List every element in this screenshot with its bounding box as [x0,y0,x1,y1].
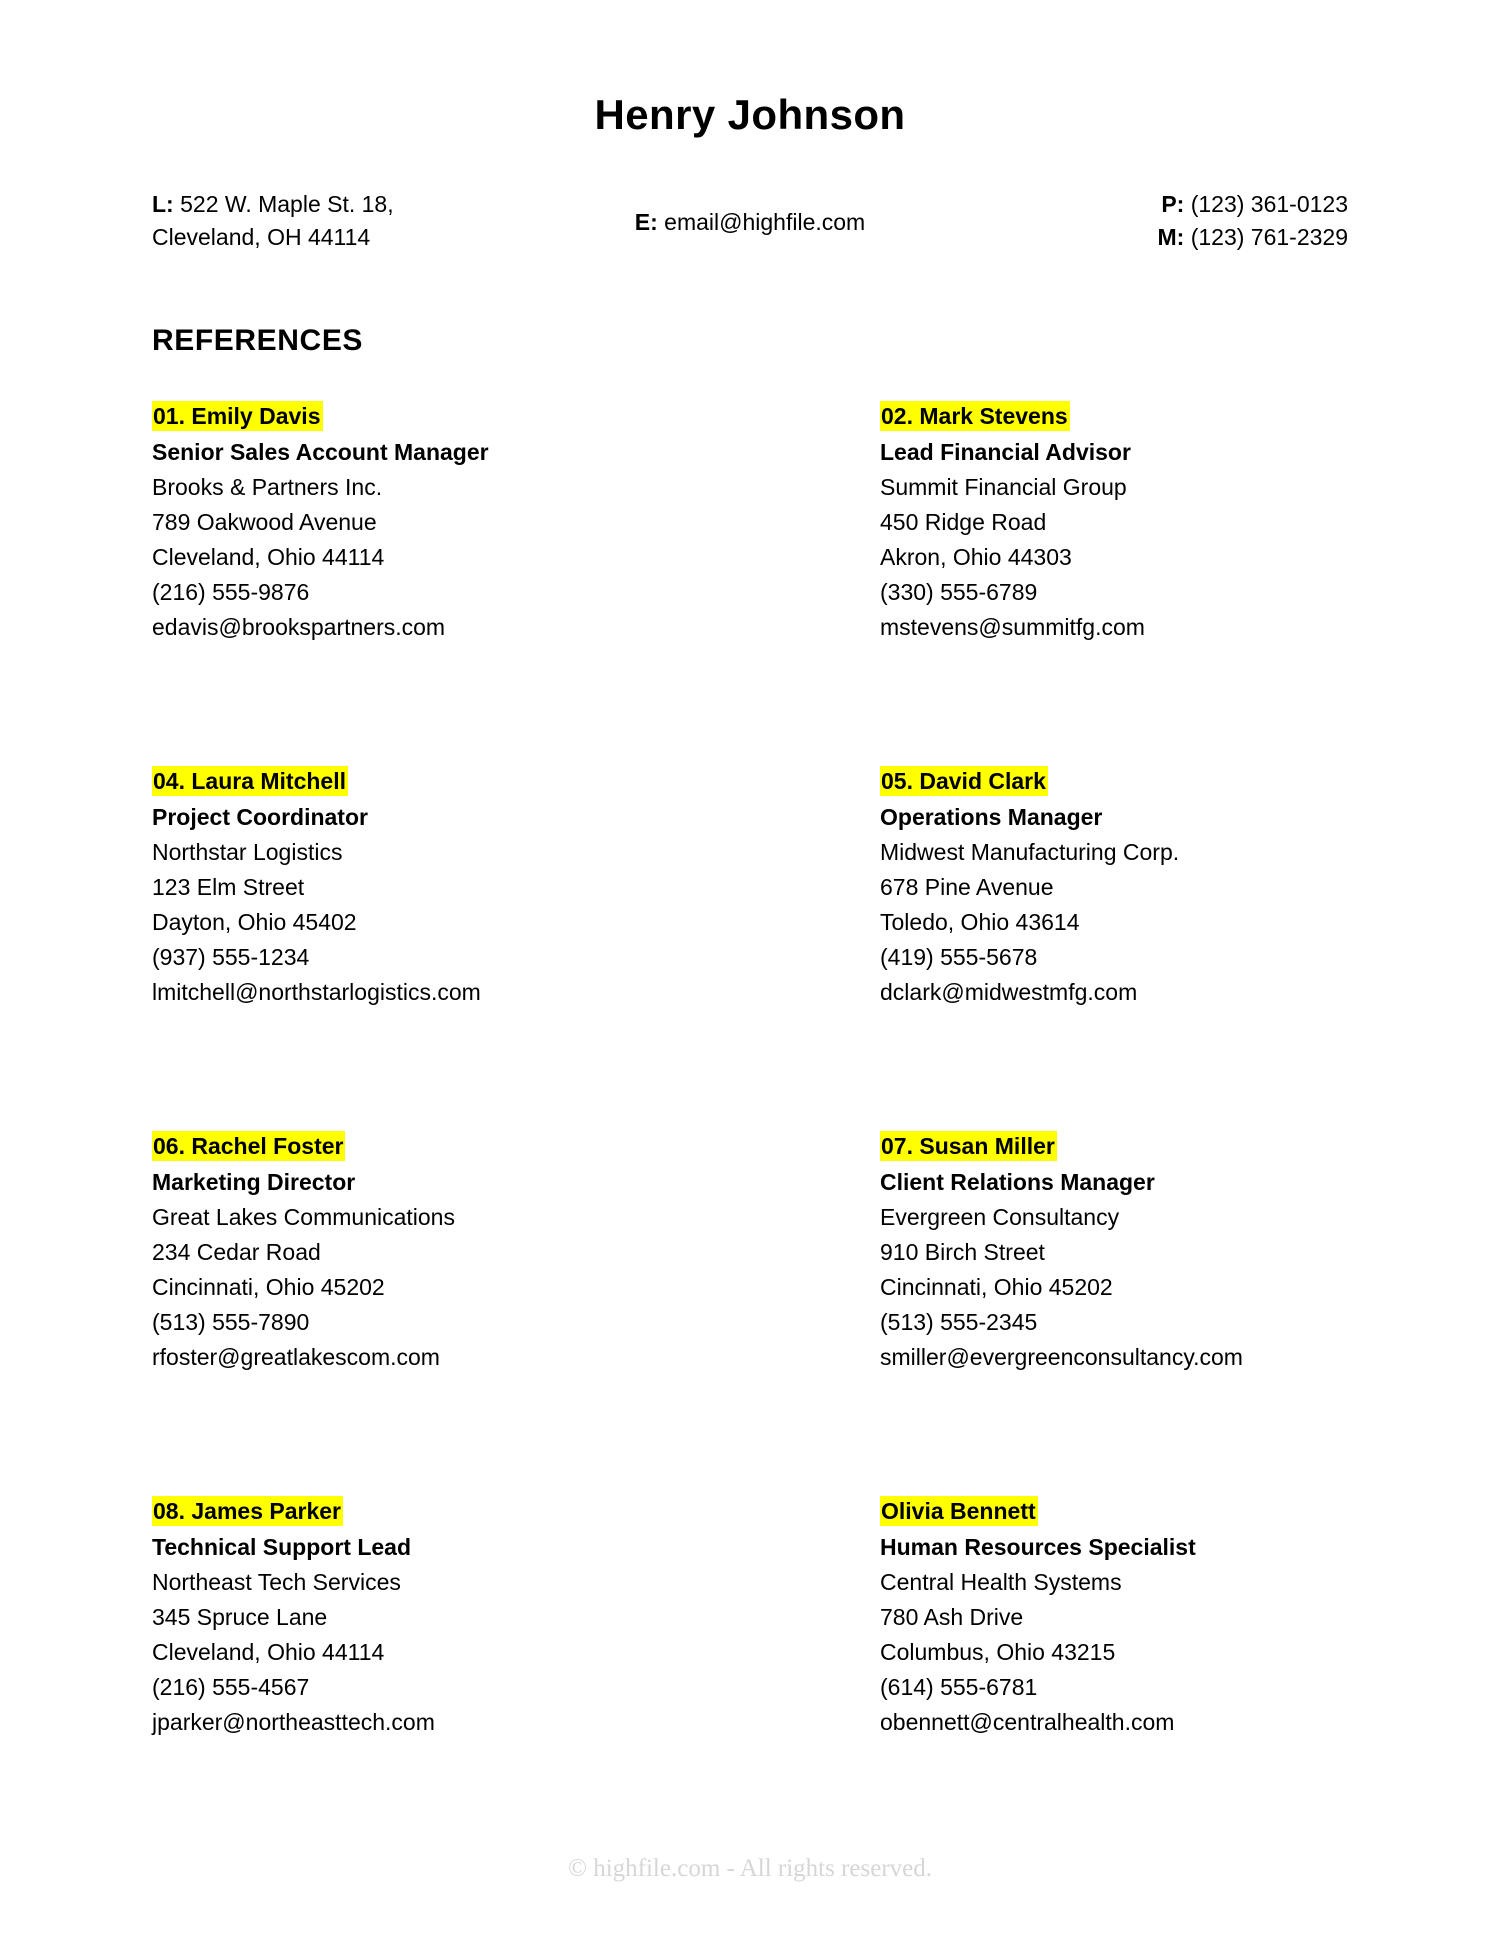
phone-row [1157,188,1348,221]
reference-company: Brooks & Partners Inc. [152,474,383,501]
reference-name-row [152,400,880,433]
reference-entry [880,400,1348,765]
reference-city: Columbus, Ohio 43215 [880,1639,1116,1666]
location-label: L: [152,191,174,218]
reference-name: 05. David Clark [881,768,1046,795]
mobile-value: (123) 761-2329 [1190,224,1348,251]
reference-entry [880,1495,1348,1860]
reference-name-row [152,765,880,798]
reference-phone: (216) 555-9876 [152,579,310,606]
reference-title: Client Relations Manager [880,1169,1155,1196]
reference-street: 910 Birch Street [880,1239,1045,1266]
reference-entry [880,1130,1348,1495]
reference-name: 01. Emily Davis [153,403,321,430]
reference-entry [152,1130,880,1495]
reference-street: 789 Oakwood Avenue [152,509,377,536]
reference-street: 678 Pine Avenue [880,874,1054,901]
reference-street: 450 Ridge Road [880,509,1047,536]
email-value: email@highfile.com [664,209,866,236]
reference-city: Cleveland, Ohio 44114 [152,544,385,571]
reference-company: Northeast Tech Services [152,1569,401,1596]
reference-city: Cincinnati, Ohio 45202 [880,1274,1113,1301]
reference-phone: (513) 555-7890 [152,1309,310,1336]
reference-phone: (419) 555-5678 [880,944,1038,971]
reference-company: Great Lakes Communications [152,1204,455,1231]
reference-name: 04. Laura Mitchell [153,768,347,795]
location-city: Cleveland, OH 44114 [152,224,371,251]
reference-name-row [880,1495,1348,1528]
page-title: Henry Johnson [594,91,906,138]
reference-name-row [152,1130,880,1163]
reference-company: Midwest Manufacturing Corp. [880,839,1180,866]
phone-value: (123) 361-0123 [1190,191,1348,218]
reference-name: 07. Susan Miller [881,1133,1055,1160]
reference-email: smiller@evergreenconsultancy.com [880,1344,1243,1371]
reference-street: 780 Ash Drive [880,1604,1024,1631]
reference-email: lmitchell@northstarlogistics.com [152,979,481,1006]
reference-company: Summit Financial Group [880,474,1127,501]
reference-street: 123 Elm Street [152,874,305,901]
reference-city: Toledo, Ohio 43614 [880,909,1080,936]
contact-phone [1157,188,1348,254]
reference-city: Cincinnati, Ohio 45202 [152,1274,385,1301]
reference-phone: (614) 555-6781 [880,1674,1038,1701]
reference-email: mstevens@summitfg.com [880,614,1145,641]
reference-title: Human Resources Specialist [880,1534,1196,1561]
mobile-row [1157,221,1348,254]
reference-name: 06. Rachel Foster [153,1133,344,1160]
email-label: E: [634,209,658,236]
contact-bar [0,188,1500,262]
footer-copyright: © highfile.com - All rights reserved. [567,1855,933,1882]
reference-email: obennett@centralhealth.com [880,1709,1175,1736]
reference-title: Technical Support Lead [152,1534,411,1561]
reference-name-row [880,400,1348,433]
reference-street: 345 Spruce Lane [152,1604,328,1631]
reference-title: Operations Manager [880,804,1103,831]
reference-entry [152,1495,880,1860]
reference-entry [152,765,880,1130]
reference-company: Northstar Logistics [152,839,343,866]
reference-name: Olivia Bennett [881,1498,1036,1525]
reference-email: edavis@brookspartners.com [152,614,446,641]
reference-title: Project Coordinator [152,804,368,831]
location-street: 522 W. Maple St. 18, [180,191,394,218]
reference-name-row [152,1495,880,1528]
reference-email: rfoster@greatlakescom.com [152,1344,440,1371]
reference-phone: (330) 555-6789 [880,579,1038,606]
section-heading-references: REFERENCES [152,324,364,358]
reference-title: Lead Financial Advisor [880,439,1131,466]
reference-company: Central Health Systems [880,1569,1122,1596]
reference-city: Dayton, Ohio 45402 [152,909,357,936]
reference-title: Senior Sales Account Manager [152,439,489,466]
reference-name: 08. James Parker [153,1498,341,1525]
reference-street: 234 Cedar Road [152,1239,321,1266]
reference-email: dclark@midwestmfg.com [880,979,1138,1006]
reference-title: Marketing Director [152,1169,356,1196]
reference-city: Akron, Ohio 44303 [880,544,1072,571]
reference-name: 02. Mark Stevens [881,403,1068,430]
reference-email: jparker@northeasttech.com [152,1709,435,1736]
reference-company: Evergreen Consultancy [880,1204,1120,1231]
mobile-label: M: [1157,224,1185,251]
reference-city: Cleveland, Ohio 44114 [152,1639,385,1666]
references-grid [0,358,1500,1860]
reference-phone: (513) 555-2345 [880,1309,1038,1336]
reference-name-row [880,765,1348,798]
phone-label: P: [1161,191,1185,218]
reference-entry [880,765,1348,1130]
reference-name-row [880,1130,1348,1163]
reference-phone: (216) 555-4567 [152,1674,310,1701]
reference-phone: (937) 555-1234 [152,944,310,971]
reference-entry [152,400,880,765]
